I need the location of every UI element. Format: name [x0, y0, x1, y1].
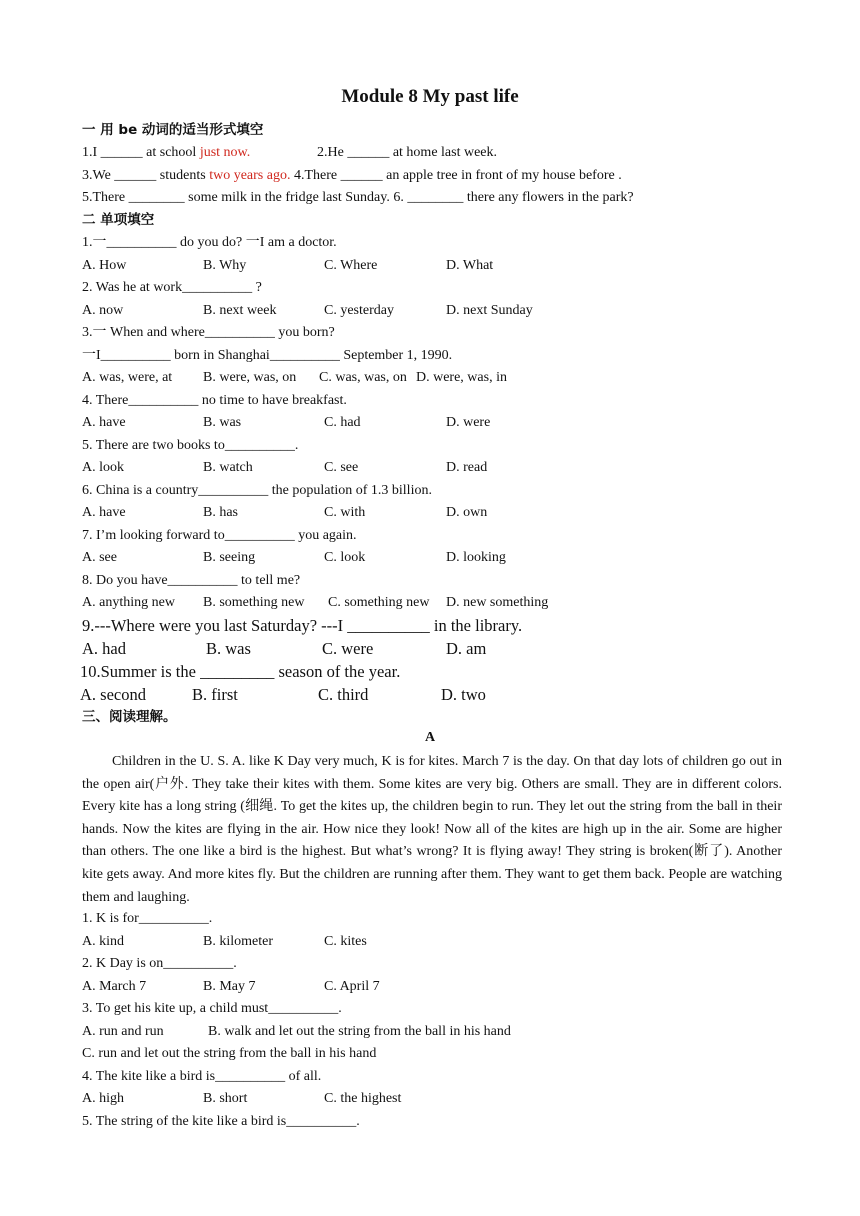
- option-c: C. was, was, on: [319, 370, 407, 385]
- s2-question: 5. There are two books to__________.: [82, 438, 299, 453]
- s1-question-1: [82, 143, 250, 163]
- option-d: D. next Sunday: [446, 303, 533, 318]
- passage-label: A: [424, 730, 436, 745]
- option-c: C. with: [324, 505, 366, 520]
- option-b: B. has: [203, 505, 238, 520]
- option-c: C. something new: [328, 595, 430, 610]
- s1-q3-highlight: two years ago.: [209, 168, 291, 183]
- option-a: A. have: [82, 505, 126, 520]
- option-b: B. watch: [203, 460, 253, 475]
- s1-question-5-6: 5.There ________ some milk in the fridge last Sunday. 6. ________ there any flowers in the park?: [82, 190, 634, 205]
- s3-question: 3. To get his kite up, a child must__________.: [82, 1001, 342, 1016]
- s3-question: 4. The kite like a bird is__________ of all.: [82, 1069, 322, 1084]
- option-a: A. run and run: [82, 1024, 164, 1039]
- s2-question: 9.---Where were you last Saturday? ---I __________ in the library.: [82, 616, 523, 635]
- option-a: A. had: [82, 639, 126, 658]
- option-b: B. short: [203, 1091, 248, 1106]
- option-b: B. seeing: [203, 550, 256, 565]
- s2-question: 10.Summer is the _________ season of the year.: [80, 662, 401, 681]
- section3-heading: 三、阅读理解。: [82, 709, 177, 725]
- option-a: A. kind: [82, 934, 124, 949]
- s3-question: 1. K is for__________.: [82, 911, 213, 926]
- s2-question: 7. I’m looking forward to__________ you again.: [82, 528, 357, 543]
- option-d: D. read: [446, 460, 488, 475]
- option-d: D. were, was, in: [416, 370, 507, 385]
- option-a: A. high: [82, 1091, 124, 1106]
- option-b: B. kilometer: [203, 934, 273, 949]
- s1-q4-text: 4.There ______ an apple tree in front of my house before .: [290, 168, 622, 183]
- option-a: A. have: [82, 415, 126, 430]
- option-b: B. was: [203, 415, 242, 430]
- option-c: C. third: [318, 685, 369, 704]
- option-b: B. Why: [203, 258, 247, 273]
- s1-question-2: 2.He ______ at home last week.: [317, 145, 498, 160]
- option-a: A. now: [82, 303, 124, 318]
- option-d: D. new something: [446, 595, 549, 610]
- option-d: D. am: [446, 639, 487, 658]
- option-c: C. yesterday: [324, 303, 394, 318]
- option-c: C. run and let out the string from the ball in his hand: [82, 1046, 377, 1061]
- option-c: C. the highest: [324, 1091, 402, 1106]
- s1-q3-text: 3.We ______ students: [82, 168, 210, 183]
- s2-question: 2. Was he at work__________ ?: [82, 280, 262, 295]
- option-d: D. looking: [446, 550, 506, 565]
- option-b: B. next week: [203, 303, 277, 318]
- option-c: C. see: [324, 460, 359, 475]
- reading-passage: Children in the U. S. A. like K Day very much, K is for kites. March 7 is the day. On that day lots of children go out in the open air(户外. They take their kites with them. Some kites are very big. Others are small. They are in different colors. Every kite has a long string (细绳. To get the kites up, the children begin to run. They let out the string from the ball in their hands. Now the kites are flying in the air. How nice they look! Now all of the kites are high up in the air. Some are higher than others. The one like a bird is the highest. But what’s wrong? It is flying away! They string is broken(断了). Another kite gets away. And more kites fly. But the children are running after them. They want to get them back. People are watching them and laughing.: [82, 754, 782, 905]
- option-a: A. March 7: [82, 979, 147, 994]
- option-b: B. was: [206, 639, 251, 658]
- option-d: D. were: [446, 415, 491, 430]
- s1-q1-text: 1.I ______ at school: [82, 145, 200, 160]
- option-a: A. see: [82, 550, 117, 565]
- s3-question: 5. The string of the kite like a bird is__________.: [82, 1114, 360, 1129]
- s2-question: 4. There__________ no time to have breakfast.: [82, 393, 347, 408]
- option-b: B. May 7: [203, 979, 256, 994]
- option-d: D. What: [446, 258, 494, 273]
- option-a: A. look: [82, 460, 124, 475]
- option-b: B. walk and let out the string from the ball in his hand: [208, 1024, 511, 1039]
- option-d: D. own: [446, 505, 488, 520]
- option-c: C. had: [324, 415, 361, 430]
- s3-question: 2. K Day is on__________.: [82, 956, 237, 971]
- option-c: C. Where: [324, 258, 378, 273]
- section1-heading: 一 用 be 动词的适当形式填空: [82, 122, 264, 138]
- s2-question: 8. Do you have__________ to tell me?: [82, 573, 301, 588]
- section2-heading: 二 单项填空: [82, 212, 155, 228]
- option-b: B. first: [192, 685, 238, 704]
- page-title: Module 8 My past life: [341, 86, 519, 107]
- option-a: A. was, were, at: [82, 370, 173, 385]
- option-c: C. were: [322, 639, 374, 658]
- s2-question: 6. China is a country__________ the population of 1.3 billion.: [82, 483, 432, 498]
- option-a: A. How: [82, 258, 127, 273]
- s2-question-continued: 一I__________ born in Shanghai__________ September 1, 1990.: [82, 348, 453, 363]
- option-a: A. second: [80, 685, 146, 704]
- option-c: C. kites: [324, 934, 367, 949]
- option-d: D. two: [441, 685, 486, 704]
- s2-question: 3.一 When and where__________ you born?: [82, 325, 335, 340]
- option-c: C. look: [324, 550, 366, 565]
- s1-q1-highlight: just now.: [199, 145, 251, 160]
- option-b: B. were, was, on: [203, 370, 297, 385]
- s2-question: 1.一__________ do you do? 一I am a doctor.: [82, 235, 337, 250]
- s1-question-3-4: [82, 166, 622, 186]
- option-b: B. something new: [203, 595, 305, 610]
- option-c: C. April 7: [324, 979, 380, 994]
- option-a: A. anything new: [82, 595, 175, 610]
